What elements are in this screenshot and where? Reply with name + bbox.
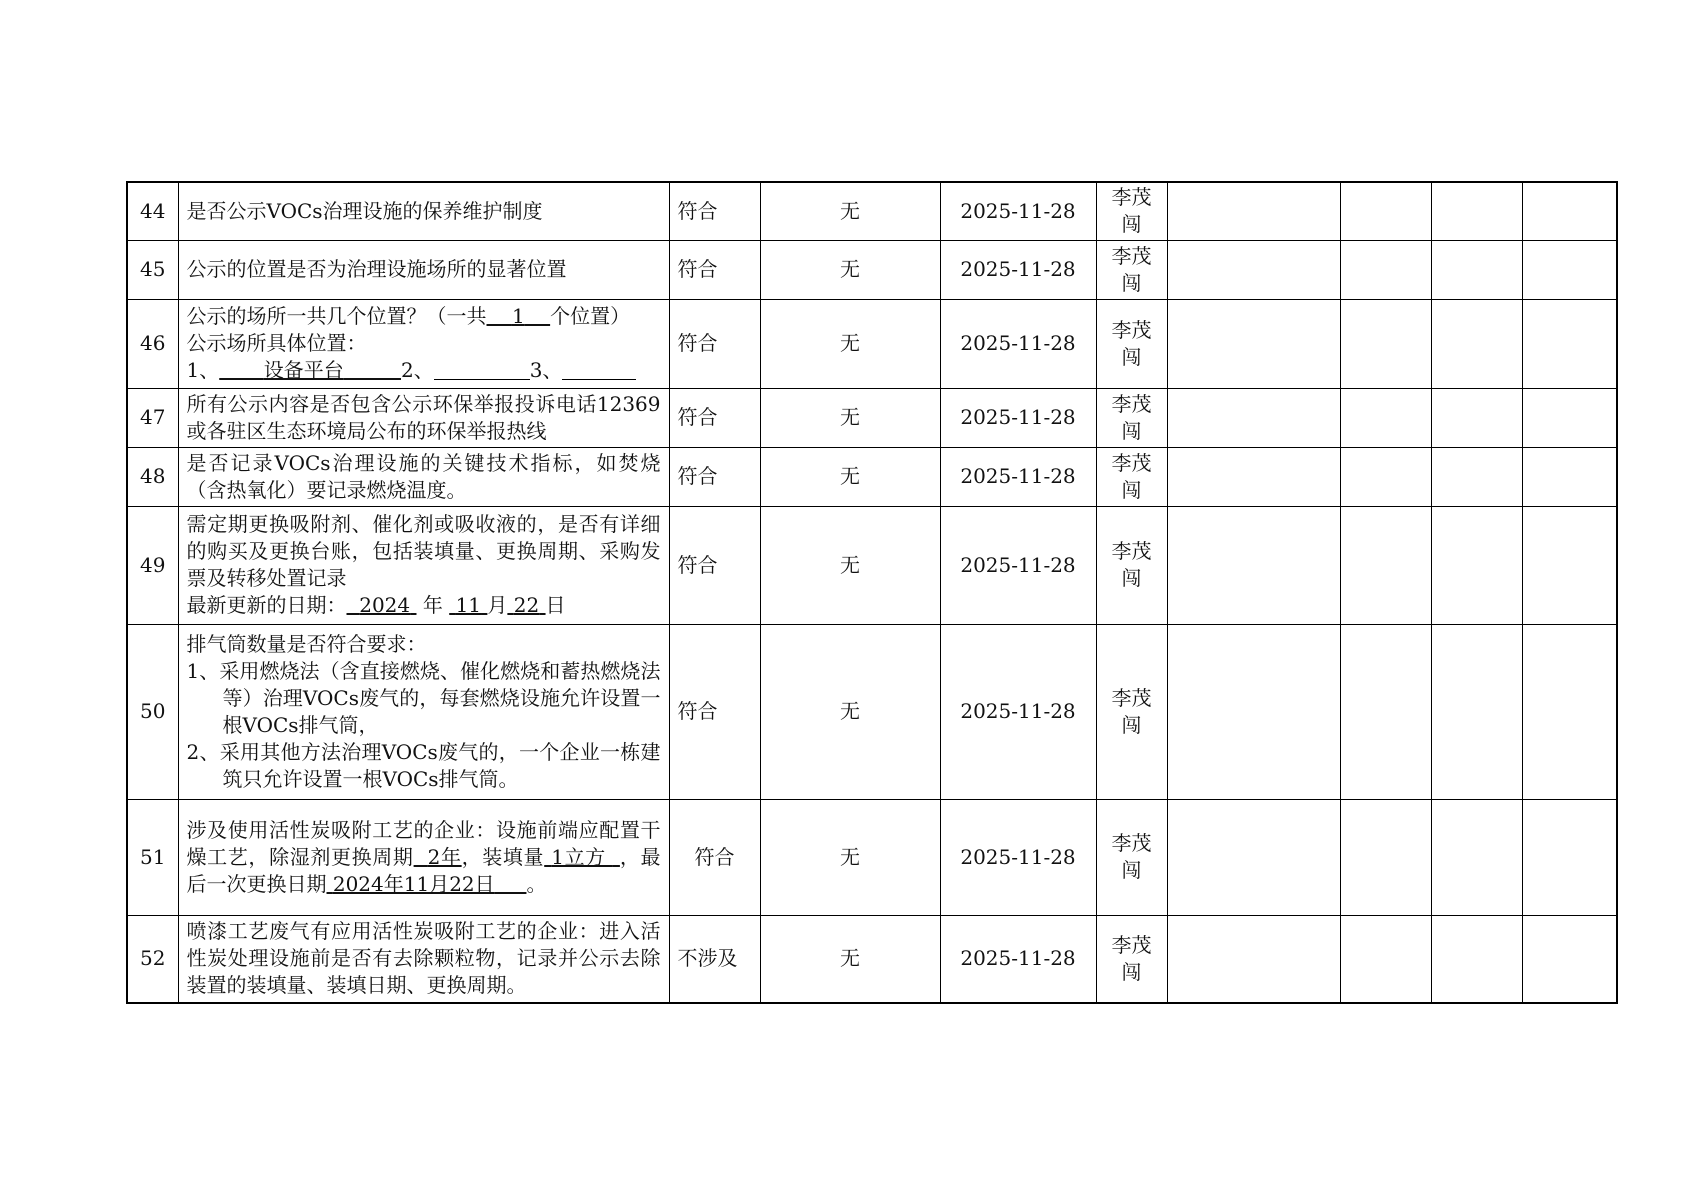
check-date: 2025-11-28	[940, 388, 1096, 447]
blank-cell	[1522, 506, 1617, 624]
item-text: 。	[526, 871, 547, 896]
check-item: 是否公示VOCs治理设施的保养维护制度	[178, 182, 669, 240]
blank-cell	[1167, 240, 1340, 299]
issue-cell: 无	[760, 799, 940, 915]
blank-cell	[1340, 799, 1431, 915]
check-result: 符合	[669, 240, 760, 299]
inspector-name: 李茂闯	[1111, 317, 1152, 369]
table-row	[127, 240, 1617, 299]
issue-cell: 无	[760, 182, 940, 240]
blank-cell	[1431, 447, 1522, 506]
blank-cell	[1522, 447, 1617, 506]
check-date: 2025-11-28	[940, 240, 1096, 299]
blank-cell	[1431, 915, 1522, 1003]
item-text: 最新更新的日期：	[186, 593, 347, 617]
filled-value: 2024年11月22日	[332, 871, 495, 896]
item-text: 3、	[529, 358, 563, 382]
issue-cell: 无	[760, 915, 940, 1003]
blank-cell	[1431, 799, 1522, 915]
check-result: 符合	[669, 506, 760, 624]
row-number: 48	[127, 447, 178, 506]
check-date: 2025-11-28	[940, 799, 1096, 915]
issue-cell: 无	[760, 299, 940, 388]
inspector-name: 李茂闯	[1111, 831, 1152, 882]
blank-cell	[1167, 506, 1340, 624]
item-text: 公示的场所一共几个位置？（一共	[186, 304, 487, 328]
filled-value: 2024	[359, 593, 411, 617]
issue-cell: 无	[760, 624, 940, 799]
issue-cell: 无	[760, 240, 940, 299]
blank-cell	[1431, 299, 1522, 388]
item-text: 1、	[186, 358, 220, 382]
issue-cell: 无	[760, 447, 940, 506]
blank-cell	[1340, 915, 1431, 1003]
check-item: 是否记录VOCs治理设施的关键技术指标，如焚烧（含热氧化）要记录燃烧温度。	[178, 447, 669, 506]
table-row	[127, 388, 1617, 447]
check-result: 符合	[669, 799, 760, 915]
check-date: 2025-11-28	[940, 506, 1096, 624]
check-result: 符合	[669, 388, 760, 447]
check-result: 符合	[669, 624, 760, 799]
blank-cell	[1522, 388, 1617, 447]
item-point: 2、采用其他方法治理VOCs废气的，一个企业一栋建筑只允许设置一根VOCs排气筒。	[186, 739, 661, 791]
inspection-table	[126, 181, 1618, 1004]
check-item: 喷漆工艺废气有应用活性炭吸附工艺的企业：进入活性炭处理设施前是否有去除颗粒物，记录并公示去除装置的装填量、装填日期、更换周期。	[178, 915, 669, 1003]
filled-value: 设备平台	[263, 358, 344, 382]
blank-cell	[1167, 799, 1340, 915]
inspector-cell	[1096, 182, 1167, 240]
blank-cell	[1167, 182, 1340, 240]
table-row	[127, 624, 1617, 799]
row-number: 51	[127, 799, 178, 915]
check-date: 2025-11-28	[940, 182, 1096, 240]
check-result: 不涉及	[669, 915, 760, 1003]
inspector-cell	[1096, 624, 1167, 799]
inspector-cell	[1096, 506, 1167, 624]
check-item: 所有公示内容是否包含公示环保举报投诉电话12369或各驻区生态环境局公布的环保举报热线	[178, 388, 669, 447]
row-number: 52	[127, 915, 178, 1003]
inspector-cell	[1096, 799, 1167, 915]
blank-cell	[1340, 506, 1431, 624]
blank-cell	[1522, 799, 1617, 915]
blank-cell	[1167, 915, 1340, 1003]
table-row	[127, 799, 1617, 915]
check-item: 公示的位置是否为治理设施场所的显著位置	[178, 240, 669, 299]
blank-cell	[1340, 447, 1431, 506]
blank-underline	[434, 359, 530, 380]
blank-cell	[1340, 182, 1431, 240]
filled-value: 2年	[427, 844, 462, 869]
blank-cell	[1167, 624, 1340, 799]
blank-cell	[1431, 240, 1522, 299]
check-item	[178, 799, 669, 915]
blank-cell	[1522, 240, 1617, 299]
blank-cell	[1431, 182, 1522, 240]
blank-cell	[1522, 299, 1617, 388]
inspector-name: 李茂闯	[1111, 539, 1152, 590]
blank-cell	[1167, 388, 1340, 447]
issue-cell: 无	[760, 506, 940, 624]
blank-underline	[562, 359, 636, 380]
table-row	[127, 299, 1617, 388]
check-result: 符合	[669, 299, 760, 388]
blank-cell	[1522, 182, 1617, 240]
check-date: 2025-11-28	[940, 624, 1096, 799]
inspector-cell	[1096, 915, 1167, 1003]
inspector-cell	[1096, 299, 1167, 388]
item-point: 1、采用燃烧法（含直接燃烧、催化燃烧和蓄热燃烧法等）治理VOCs废气的，每套燃烧设施允许设置一根VOCs排气筒，	[186, 658, 661, 737]
inspector-name: 李茂闯	[1111, 932, 1152, 984]
blank-cell	[1431, 506, 1522, 624]
check-result: 符合	[669, 447, 760, 506]
blank-cell	[1340, 299, 1431, 388]
item-text: 需定期更换吸附剂、催化剂或吸收液的，是否有详细的购买及更换台账，包括装填量、更换周期、采购发票及转移处置记录	[186, 512, 661, 590]
blank-cell	[1167, 299, 1340, 388]
item-text: 个位置）	[550, 304, 631, 328]
check-item	[178, 624, 669, 799]
blank-cell	[1431, 624, 1522, 799]
row-number: 47	[127, 388, 178, 447]
inspector-name: 李茂闯	[1111, 185, 1152, 237]
blank-cell	[1522, 915, 1617, 1003]
inspector-cell	[1096, 240, 1167, 299]
table-row	[127, 506, 1617, 624]
table-row	[127, 447, 1617, 506]
table-row	[127, 182, 1617, 240]
row-number: 50	[127, 624, 178, 799]
inspector-name: 李茂闯	[1111, 391, 1152, 443]
item-text: ，装填量	[461, 844, 545, 869]
table-row	[127, 915, 1617, 1003]
check-date: 2025-11-28	[940, 299, 1096, 388]
blank-cell	[1340, 388, 1431, 447]
filled-value: 22	[513, 593, 540, 617]
inspector-name: 李茂闯	[1111, 450, 1152, 502]
inspector-name: 李茂闯	[1111, 685, 1152, 737]
check-item: 需定期更换吸附剂、催化剂或吸收液的，是否有详细的购买及更换台账，包括装填量、更换周期、采购发票及转移处置记录 最新更新的日期： 2024 年 11 月 22 日	[178, 506, 669, 624]
row-number: 49	[127, 506, 178, 624]
row-number: 45	[127, 240, 178, 299]
inspector-cell	[1096, 447, 1167, 506]
check-date: 2025-11-28	[940, 447, 1096, 506]
item-text: ，最后一次更换日期	[186, 844, 661, 896]
check-result: 符合	[669, 182, 760, 240]
blank-cell	[1431, 388, 1522, 447]
blank-cell	[1167, 447, 1340, 506]
blank-cell	[1522, 624, 1617, 799]
item-text: 排气筒数量是否符合要求：	[186, 631, 427, 656]
row-number: 44	[127, 182, 178, 240]
blank-cell	[1340, 240, 1431, 299]
filled-value: 1立方	[551, 844, 613, 869]
item-text: 涉及使用活性炭吸附工艺的企业：设施前端应配置干燥工艺，除湿剂更换周期	[186, 817, 661, 869]
check-date: 2025-11-28	[940, 915, 1096, 1003]
issue-cell: 无	[760, 388, 940, 447]
row-number: 46	[127, 299, 178, 388]
filled-value: 11	[455, 593, 482, 617]
item-text: 2、	[400, 358, 434, 382]
item-text: 公示场所具体位置：	[186, 331, 367, 355]
filled-value: 1	[511, 304, 525, 328]
blank-cell	[1340, 624, 1431, 799]
inspector-cell	[1096, 388, 1167, 447]
inspector-name: 李茂闯	[1111, 243, 1152, 295]
check-item	[178, 299, 669, 388]
